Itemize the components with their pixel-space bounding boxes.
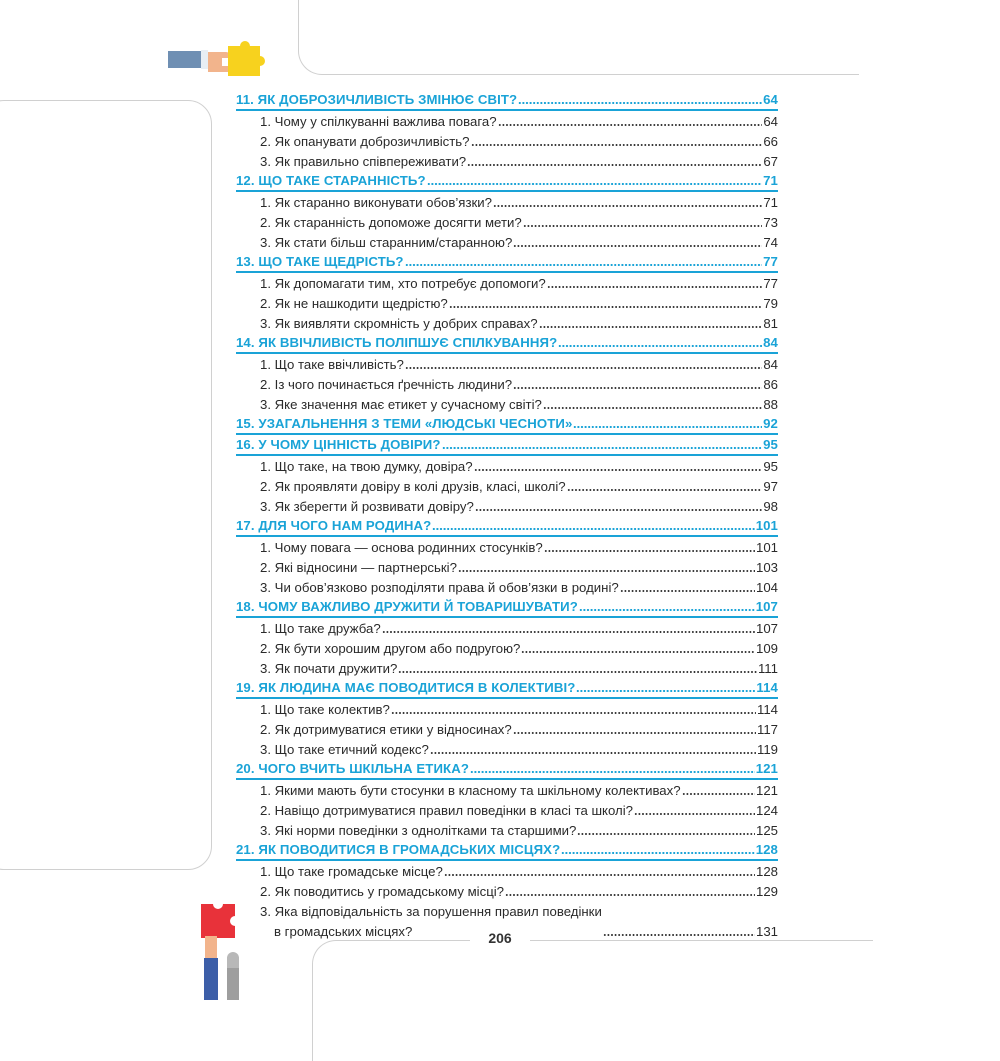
toc-section-title: 2. Із чого починається ґречність людини? (260, 376, 513, 392)
toc-leader-dots (558, 344, 762, 348)
toc-chapter-row (236, 840, 778, 861)
toc-leader-dots (430, 751, 756, 755)
toc-section-title: 1. Чому у спілкуванні важлива повага? (260, 113, 497, 129)
toc-section-title: 3. Які норми поведінки з однолітками та старшими? (260, 822, 577, 838)
toc-section-page: 77 (763, 275, 778, 291)
toc-chapter-title: 11. ЯК ДОБРОЗИЧЛИВІСТЬ ЗМІНЮЄ СВІТ? (236, 91, 518, 107)
toc-section-page: 79 (763, 295, 778, 311)
toc-leader-dots (470, 770, 755, 774)
toc-leader-dots (543, 406, 762, 410)
toc-leader-dots (573, 425, 762, 429)
toc-section-row (236, 354, 778, 374)
toc-leader-dots (405, 263, 763, 267)
decorative-frame-bottom (312, 940, 873, 1061)
toc-section-title: 3. Що таке етичний кодекс? (260, 741, 429, 757)
toc-chapter-page: 107 (755, 598, 778, 614)
table-of-contents (236, 90, 778, 941)
toc-leader-dots (561, 851, 754, 855)
toc-leader-dots (471, 143, 763, 147)
toc-section-page: 124 (755, 802, 778, 818)
toc-leader-dots (458, 569, 755, 573)
toc-section-row (236, 313, 778, 333)
toc-chapter-title: 13. ЩО ТАКЕ ЩЕДРІСТЬ? (236, 253, 404, 269)
toc-section-page: 104 (755, 579, 778, 595)
toc-leader-dots (467, 163, 762, 167)
toc-section-title-line2: в громадських місцях? (274, 923, 413, 939)
toc-chapter-page: 95 (763, 436, 778, 452)
toc-leader-dots (449, 305, 763, 309)
toc-chapter-title: 15. УЗАГАЛЬНЕННЯ З ТЕМИ «ЛЮДСЬКІ ЧЕСНОТИ» (236, 415, 573, 431)
toc-leader-dots (620, 589, 755, 593)
toc-leader-dots (539, 325, 763, 329)
toc-section-page: 86 (763, 376, 778, 392)
toc-section-page: 107 (755, 620, 778, 636)
toc-chapter-row (236, 171, 778, 192)
toc-chapter-row (236, 597, 778, 618)
toc-section-row (236, 719, 778, 739)
toc-leader-dots (382, 630, 755, 634)
toc-section-row (236, 374, 778, 394)
toc-section-page: 84 (763, 356, 778, 372)
toc-section-row (236, 212, 778, 232)
toc-section-row (236, 618, 778, 638)
toc-section-title: 3. Як зберегти й розвивати довіру? (260, 498, 474, 514)
toc-leader-dots (391, 711, 756, 715)
decorative-frame-left (0, 100, 212, 870)
toc-chapter-title: 19. ЯК ЛЮДИНА МАЄ ПОВОДИТИСЯ В КОЛЕКТИВІ? (236, 679, 576, 695)
toc-chapter-page: 71 (763, 172, 778, 188)
toc-leader-dots (405, 366, 763, 370)
toc-section-page: 114 (756, 701, 778, 717)
toc-section-row (236, 658, 778, 678)
toc-leader-dots (547, 285, 763, 289)
toc-section-page: 66 (763, 133, 778, 149)
toc-section-title: 2. Які відносини — партнерські? (260, 559, 457, 575)
toc-chapter-row (236, 678, 778, 699)
toc-section-title: 1. Якими мають бути стосунки в класному та шкільному колективах? (260, 782, 681, 798)
toc-section-page: 67 (763, 153, 778, 169)
toc-leader-dots (576, 689, 755, 693)
toc-leader-dots (444, 873, 755, 877)
page-number: 206 (470, 930, 530, 946)
toc-leader-dots (498, 123, 763, 127)
toc-chapter-title: 14. ЯК ВВІЧЛИВІСТЬ ПОЛІПШУЄ СПІЛКУВАННЯ? (236, 334, 558, 350)
toc-chapter-row (236, 90, 778, 111)
toc-section-row (236, 111, 778, 131)
toc-section-title: 1. Як допомагати тим, хто потребує допомоги? (260, 275, 546, 291)
toc-chapter-title: 16. У ЧОМУ ЦІННІСТЬ ДОВІРИ? (236, 436, 441, 452)
toc-leader-dots (513, 244, 762, 248)
toc-section-page: 95 (763, 458, 778, 474)
decorative-frame-top (298, 0, 859, 75)
toc-section-page: 81 (763, 315, 778, 331)
toc-section-title: 3. Чи обов’язково розподіляти права й обов’язки в родині? (260, 579, 619, 595)
toc-section-title: 2. Як проявляти довіру в колі друзів, класі, школі? (260, 478, 566, 494)
toc-section-page: 71 (763, 194, 778, 210)
toc-leader-dots (427, 182, 763, 186)
toc-section-page: 74 (763, 234, 778, 250)
toc-leader-dots (523, 224, 763, 228)
toc-section-page: 128 (755, 863, 778, 879)
toc-chapter-page: 92 (763, 415, 778, 431)
toc-leader-dots (577, 832, 755, 836)
toc-chapter-row (236, 414, 778, 435)
toc-section-row (236, 232, 778, 252)
toc-section-row (236, 739, 778, 759)
toc-chapter-page: 128 (755, 841, 778, 857)
toc-section-title: 2. Як не нашкодити щедрістю? (260, 295, 448, 311)
toc-chapter-row (236, 516, 778, 537)
toc-section-title: 1. Чому повага — основа родинних стосунків? (260, 539, 543, 555)
toc-section-title: 2. Як дотримуватися етики у відносинах? (260, 721, 512, 737)
toc-leader-dots (567, 488, 763, 492)
toc-section-row (236, 293, 778, 313)
toc-section-page: 97 (763, 478, 778, 494)
toc-leader-dots (398, 670, 757, 674)
toc-section-title: 2. Навіщо дотримуватися правил поведінки в класі та школі? (260, 802, 633, 818)
toc-section-row (236, 780, 778, 800)
toc-section-row (236, 151, 778, 171)
toc-section-page: 117 (756, 721, 778, 737)
toc-section-row (236, 861, 778, 881)
toc-leader-dots (603, 933, 755, 937)
toc-leader-dots (634, 812, 755, 816)
toc-chapter-title: 17. ДЛЯ ЧОГО НАМ РОДИНА? (236, 517, 432, 533)
toc-leader-dots (432, 527, 754, 531)
toc-leader-dots (474, 468, 763, 472)
toc-leader-dots (682, 792, 755, 796)
toc-section-title: 2. Як старанність допоможе досягти мети? (260, 214, 522, 230)
toc-section-row (236, 394, 778, 414)
toc-leader-dots (544, 549, 755, 553)
toc-leader-dots (493, 204, 762, 208)
toc-section-row (236, 820, 778, 840)
toc-section-title: 2. Як поводитись у громадському місці? (260, 883, 505, 899)
toc-chapter-page: 114 (756, 679, 778, 695)
toc-section-page: 121 (755, 782, 778, 798)
toc-section-title: 1. Що таке ввічливість? (260, 356, 404, 372)
toc-section-page: 101 (755, 539, 778, 555)
toc-section-page: 111 (757, 660, 778, 676)
toc-section-page: 64 (763, 113, 778, 129)
toc-chapter-page: 101 (755, 517, 778, 533)
toc-section-page: 129 (755, 883, 778, 899)
toc-chapter-row (236, 333, 778, 354)
toc-section-page: 125 (755, 822, 778, 838)
hand-puzzle-icon (168, 40, 278, 80)
toc-leader-dots (579, 608, 755, 612)
toc-section-title: 2. Як опанувати доброзичливість? (260, 133, 470, 149)
toc-section-title: 3. Як правильно співпереживати? (260, 153, 467, 169)
toc-section-title (260, 902, 602, 941)
toc-chapter-title: 18. ЧОМУ ВАЖЛИВО ДРУЖИТИ Й ТОВАРИШУВАТИ? (236, 598, 578, 614)
toc-section-row (236, 537, 778, 557)
toc-leader-dots (475, 508, 763, 512)
toc-section-row (236, 496, 778, 516)
toc-leader-dots (505, 893, 755, 897)
toc-section-page: 103 (755, 559, 778, 575)
toc-section-page: 88 (763, 396, 778, 412)
toc-section-row (236, 577, 778, 597)
toc-section-title: 3. Як виявляти скромність у добрих справах? (260, 315, 538, 331)
toc-chapter-title: 21. ЯК ПОВОДИТИСЯ В ГРОМАДСЬКИХ МІСЦЯХ? (236, 841, 561, 857)
toc-section-row (236, 476, 778, 496)
toc-section-title: 1. Що таке громадське місце? (260, 863, 443, 879)
toc-section-row (236, 273, 778, 293)
toc-section-title: 3. Як почати дружити? (260, 660, 398, 676)
toc-chapter-row (236, 759, 778, 780)
toc-section-page: 73 (763, 214, 778, 230)
toc-chapter-page: 121 (755, 760, 778, 776)
toc-chapter-row (236, 435, 778, 456)
toc-chapter-title: 20. ЧОГО ВЧИТЬ ШКІЛЬНА ЕТИКА? (236, 760, 469, 776)
toc-leader-dots (521, 650, 755, 654)
toc-chapter-page: 64 (763, 91, 778, 107)
toc-section-title: 1. Що таке колектив? (260, 701, 390, 717)
toc-leader-dots (513, 386, 762, 390)
toc-section-row (236, 881, 778, 901)
toc-section-row (236, 800, 778, 820)
toc-section-row (236, 192, 778, 212)
toc-chapter-title: 12. ЩО ТАКЕ СТАРАННІСТЬ? (236, 172, 426, 188)
toc-section-title: 1. Що таке дружба? (260, 620, 381, 636)
toc-section-page: 109 (755, 640, 778, 656)
toc-section-page: 98 (763, 498, 778, 514)
toc-section-row (236, 638, 778, 658)
toc-chapter-row (236, 252, 778, 273)
toc-section-title: 1. Як старанно виконувати обов’язки? (260, 194, 492, 210)
toc-section-row (236, 699, 778, 719)
toc-chapter-page: 84 (763, 334, 778, 350)
toc-section-title-line1: 3. Яка відповідальність за порушення правил поведінки (260, 904, 602, 919)
toc-chapter-page: 77 (763, 253, 778, 269)
toc-section-row (236, 131, 778, 151)
toc-section-title: 3. Як стати більш старанним/старанною? (260, 234, 513, 250)
toc-leader-dots (513, 731, 756, 735)
toc-section-row (236, 456, 778, 476)
toc-section-title: 1. Що таке, на твою думку, довіра? (260, 458, 473, 474)
toc-leader-dots (442, 446, 763, 450)
toc-section-title: 3. Яке значення має етикет у сучасному світі? (260, 396, 542, 412)
toc-section-title: 2. Як бути хорошим другом або подругою? (260, 640, 521, 656)
toc-section-page: 131 (755, 923, 778, 939)
toc-section-row (236, 557, 778, 577)
toc-section-page: 119 (756, 741, 778, 757)
toc-leader-dots (518, 101, 762, 105)
